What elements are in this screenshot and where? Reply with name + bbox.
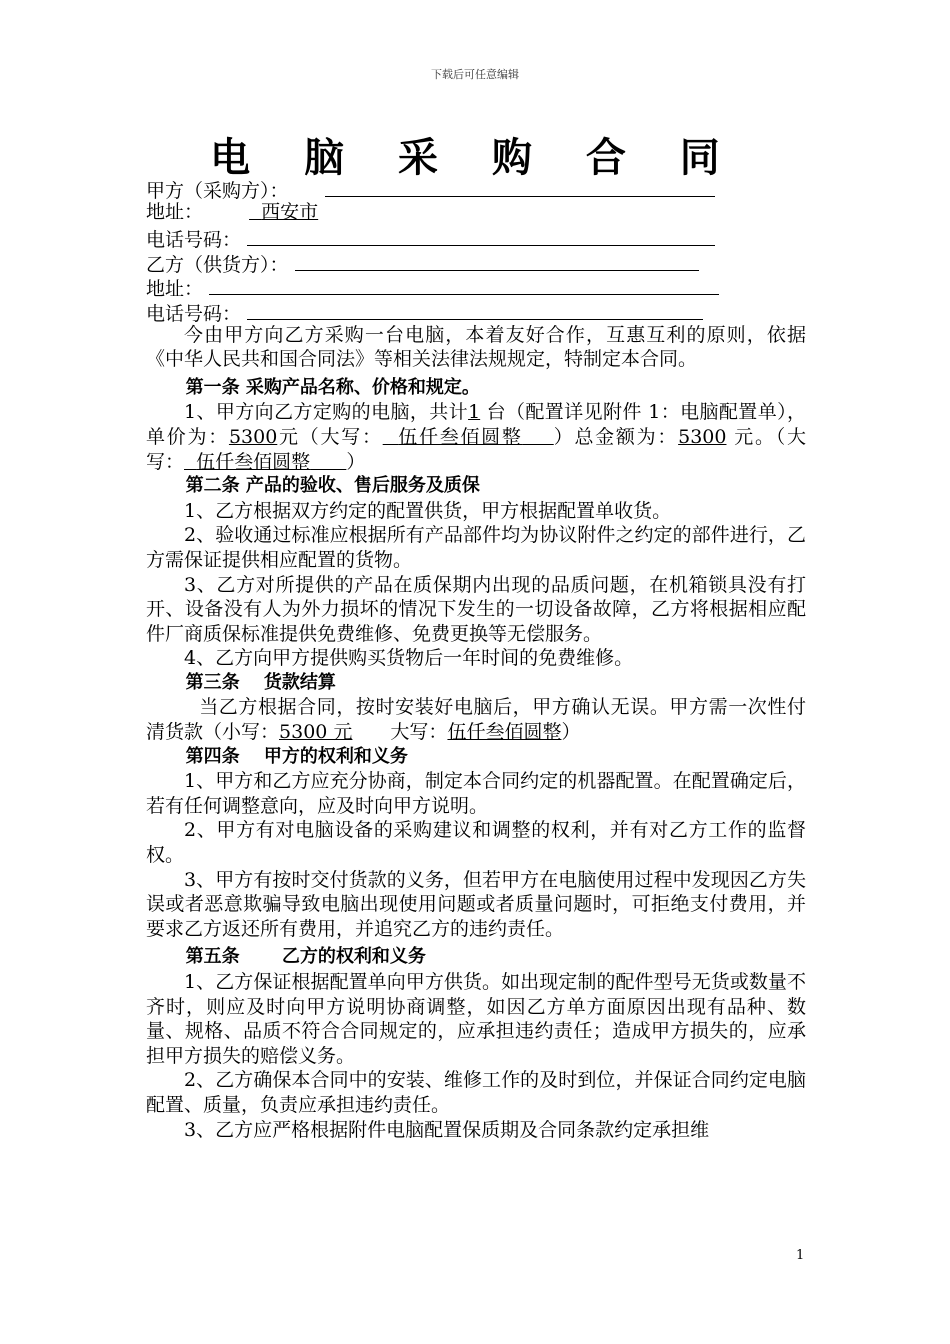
unit-price-value: 5300 xyxy=(228,425,278,448)
phone-a-blank xyxy=(247,224,715,246)
article-5-para-3: 3、乙方应严格根据附件电脑配置保质期及合同条款约定承担维 xyxy=(184,1118,710,1141)
quantity-value: 1 xyxy=(468,401,481,424)
article-2-heading: 第二条 产品的验收、售后服务及质保 xyxy=(185,475,480,497)
unit-price-cn-value: 伍仟叁佰圆整 xyxy=(398,425,523,448)
article-1-heading: 第一条 采购产品名称、价格和规定。 xyxy=(185,376,480,398)
article-4-para-2: 2、甲方有对电脑设备的采购建议和调整的权利，并有对乙方工作的监督权。 xyxy=(146,819,806,867)
article-5-heading: 第五条 乙方的权利和义务 xyxy=(185,946,426,968)
article-4-para-3: 3、甲方有按时交付货款的义务，但若甲方在电脑使用过程中发现因乙方失误或者恶意欺骗导致电脑出现使用问题或者质量问题时，可拒绝支付费用，并要求乙方返还所有费用，并追究乙方的违约责任。 xyxy=(146,868,806,940)
article-2-para-4: 4、乙方向甲方提供购买货物后一年时间的免费维修。 xyxy=(184,647,634,670)
phone-b-line xyxy=(146,298,806,323)
party-b-label: 乙方（供货方）： xyxy=(146,253,289,276)
phone-a-label: 电话号码： xyxy=(146,229,242,252)
address-b-label: 地址： xyxy=(146,278,204,301)
party-b-blank xyxy=(295,249,699,271)
header-note: 下载后可任意编辑 xyxy=(431,68,519,81)
document-title: 电 脑 采 购 合 同 xyxy=(210,135,740,181)
article-5-para-1: 1、乙方保证根据配置单向甲方供货。如出现定制的配件型号无货或数量不齐时，则应及时向甲方说明协商调整，如因乙方单方面原因出现有品种、数量、规格、品质不符合合同规定的，应承担违约责任；造成甲方损失的，应承担甲方损失的赔偿义务。 xyxy=(146,971,806,1067)
party-a-line xyxy=(146,175,806,200)
article-3-heading: 第三条 货款结算 xyxy=(185,671,336,693)
party-b-line xyxy=(146,249,806,274)
phone-b-blank xyxy=(247,298,703,320)
total-value: 5300 xyxy=(678,425,727,448)
party-a-label: 甲方（采购方）： xyxy=(146,180,289,202)
payment-amount-value: 5300 元 xyxy=(279,721,353,744)
article-3-para-1: 当乙方根据合同，按时安装好电脑后，甲方确认无误。甲方需一次性付清货款（小写：5300 元 大写：伍仟叁佰圆整） xyxy=(146,696,806,744)
address-b-blank xyxy=(209,273,719,295)
address-a-label: 地址： xyxy=(146,200,204,223)
contract-body xyxy=(146,175,806,1142)
phone-a-line xyxy=(146,224,806,252)
intro-paragraph: 今由甲方向乙方采购一台电脑，本着友好合作，互惠互利的原则，依据《中华人民共和国合同法》等相关法律法规规定，特制定本合同。 xyxy=(146,323,806,371)
article-2-para-3: 3、乙方对所提供的产品在质保期内出现的品质问题，在机箱锁具没有打开、设备没有人为外力损坏的情况下发生的一切设备故障，乙方将根据相应配件厂商质保标准提供免费维修、免费更换等无偿服务。 xyxy=(146,573,806,645)
payment-amount-cn-value: 伍仟叁佰圆整 xyxy=(447,721,562,744)
article-4-heading: 第四条 甲方的权利和义务 xyxy=(185,745,408,767)
phone-b-label: 电话号码： xyxy=(146,302,242,325)
address-a-value: 西安市 xyxy=(261,200,319,223)
article-5-para-2: 2、乙方确保本合同中的安装、维修工作的及时到位，并保证合同约定电脑配置、质量，负责应承担违约责任。 xyxy=(146,1069,806,1116)
article-4-para-1: 1、甲方和乙方应充分协商，制定本合同约定的机器配置。在配置确定后，若有任何调整意向，应及时向甲方说明。 xyxy=(146,770,806,817)
address-a-line xyxy=(146,200,806,225)
article-2-para-1: 1、乙方根据双方约定的配置供货，甲方根据配置单收货。 xyxy=(184,499,672,522)
address-b-line xyxy=(146,273,806,301)
total-cn-value: 伍仟叁佰圆整 xyxy=(196,450,311,473)
article-1-para-1: 1、甲方向乙方定购的电脑，共计1 台（配置详见附件 1：电脑配置单），单价为：5300元（大写： 伍仟叁佰圆整 ）总金额为：5300 元。（大写： 伍仟叁佰圆整 ） xyxy=(146,401,806,473)
article-2-para-2: 2、验收通过标准应根据所有产品部件均为协议附件之约定的部件进行，乙方需保证提供相应配置的货物。 xyxy=(146,524,806,571)
party-a-blank xyxy=(325,175,715,197)
page-number: 1 xyxy=(796,1248,805,1263)
